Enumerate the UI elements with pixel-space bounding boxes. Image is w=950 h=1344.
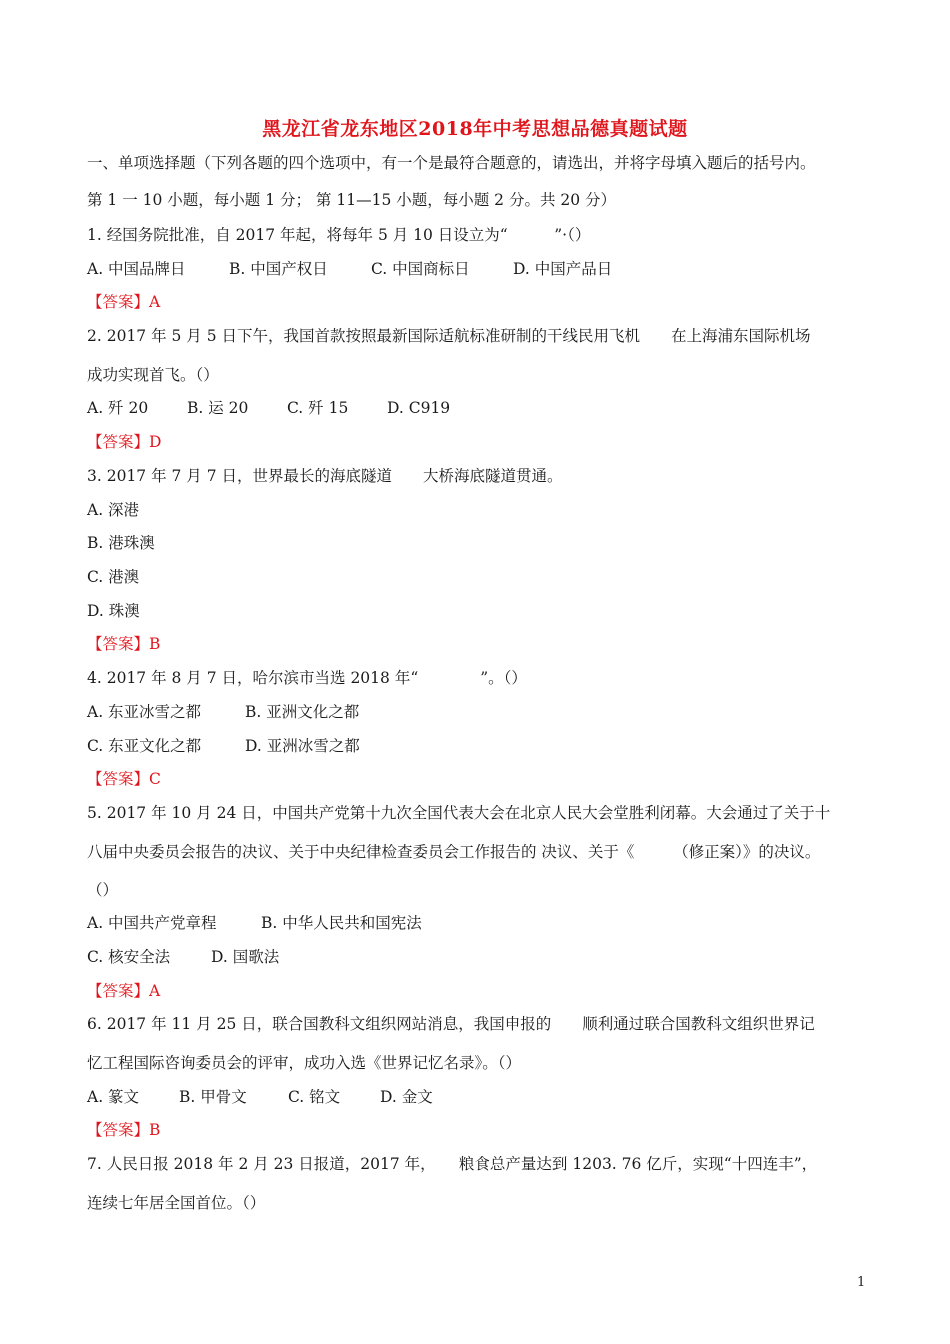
option-d: D. 中国产品日 — [513, 260, 613, 278]
question-3-option-a: A. 深港 — [87, 501, 140, 519]
option-a: A. 中国品牌日 — [87, 260, 186, 278]
question-4-options-row-1 — [87, 702, 359, 722]
question-7-stem-line-1: 7. 人民日报 2018 年 2 月 23 日报道，2017 年， 粮食总产量达到 1203. 76 亿斤，实现“十四连丰”， — [87, 1155, 818, 1173]
question-1-stem: 1. 经国务院批准，自 2017 年起，将每年 5 月 10 日设立为“ ”·（） — [87, 226, 591, 244]
question-3-option-b: B. 港珠澳 — [87, 534, 155, 552]
question-5-stem-line-3: （） — [87, 881, 119, 899]
option-a: A. 歼 20 — [87, 399, 149, 417]
answer-1: 【答案】A — [87, 293, 161, 311]
question-5-stem-line-1: 5. 2017 年 10 月 24 日，中国共产党第十九次全国代表大会在北京人民大会堂胜利闭幕。大会通过了关于十 — [87, 804, 831, 822]
question-3-option-d: D. 珠澳 — [87, 602, 140, 620]
page-number: 1 — [857, 1275, 866, 1290]
answer-6: 【答案】B — [87, 1121, 161, 1139]
option-c: C. 铭文 — [288, 1088, 341, 1106]
option-a: A. 东亚冰雪之都 — [87, 703, 202, 721]
answer-3: 【答案】B — [87, 635, 161, 653]
option-b: B. 亚洲文化之都 — [245, 703, 360, 721]
question-6-stem-line-2: 忆工程国际咨询委员会的评审，成功入选《世界记忆名录》。（） — [87, 1054, 522, 1072]
question-5-stem-line-2: 八届中央委员会报告的决议、关于中央纪律检查委员会工作报告的 决议、关于《 （修正案）》的决议。 — [87, 843, 821, 861]
question-2-stem-line-1: 2. 2017 年 5 月 5 日下午，我国首款按照最新国际适航标准研制的干线民用飞机 在上海浦东国际机场 — [87, 327, 811, 345]
section-heading-line-1: 一、单项选择题（下列各题的四个选项中，有一个是最符合题意的，请选出，并将字母填入题后的括号内。 — [87, 154, 816, 172]
option-d: D. 亚洲冰雪之都 — [245, 737, 360, 755]
option-b: B. 中国产权日 — [229, 260, 328, 278]
option-c: C. 中国商标日 — [371, 260, 470, 278]
option-d: D. 国歌法 — [211, 948, 280, 966]
option-d: D. 金文 — [380, 1088, 433, 1106]
question-4-stem: 4. 2017 年 8 月 7 日，哈尔滨市当选 2018 年“ ”。（） — [87, 669, 527, 687]
option-c: C. 核安全法 — [87, 948, 171, 966]
option-c: C. 歼 15 — [287, 399, 349, 417]
question-6-options — [87, 1087, 433, 1107]
option-a: A. 篆文 — [87, 1088, 140, 1106]
question-3-option-c: C. 港澳 — [87, 568, 140, 586]
answer-2: 【答案】D — [87, 433, 162, 451]
option-b: B. 运 20 — [187, 399, 249, 417]
option-b: B. 中华人民共和国宪法 — [261, 914, 422, 932]
question-5-options-row-2 — [87, 947, 279, 967]
option-d: D. C919 — [387, 399, 451, 417]
question-2-options — [87, 398, 450, 418]
question-6-stem-line-1: 6. 2017 年 11 月 25 日，联合国教科文组织网站消息，我国申报的 顺利通过联合国教科文组织世界记 — [87, 1015, 815, 1033]
question-5-options-row-1 — [87, 913, 422, 933]
question-4-options-row-2 — [87, 736, 360, 756]
question-1-options — [87, 259, 612, 279]
question-3-stem: 3. 2017 年 7 月 7 日，世界最长的海底隧道 大桥海底隧道贯通。 — [87, 467, 563, 485]
option-b: B. 甲骨文 — [179, 1088, 247, 1106]
section-heading-line-2: 第 1 一 10 小题，每小题 1 分； 第 11—15 小题，每小题 2 分。共 20 分） — [87, 191, 617, 209]
answer-5: 【答案】A — [87, 982, 161, 1000]
page-title: 黑龙江省龙东地区2018年中考思想品德真题试题 — [262, 118, 688, 140]
option-c: C. 东亚文化之都 — [87, 737, 202, 755]
question-7-stem-line-2: 连续七年居全国首位。（） — [87, 1194, 266, 1212]
option-a: A. 中国共产党章程 — [87, 914, 217, 932]
question-2-stem-line-2: 成功实现首飞。（） — [87, 366, 219, 384]
answer-4: 【答案】C — [87, 770, 161, 788]
